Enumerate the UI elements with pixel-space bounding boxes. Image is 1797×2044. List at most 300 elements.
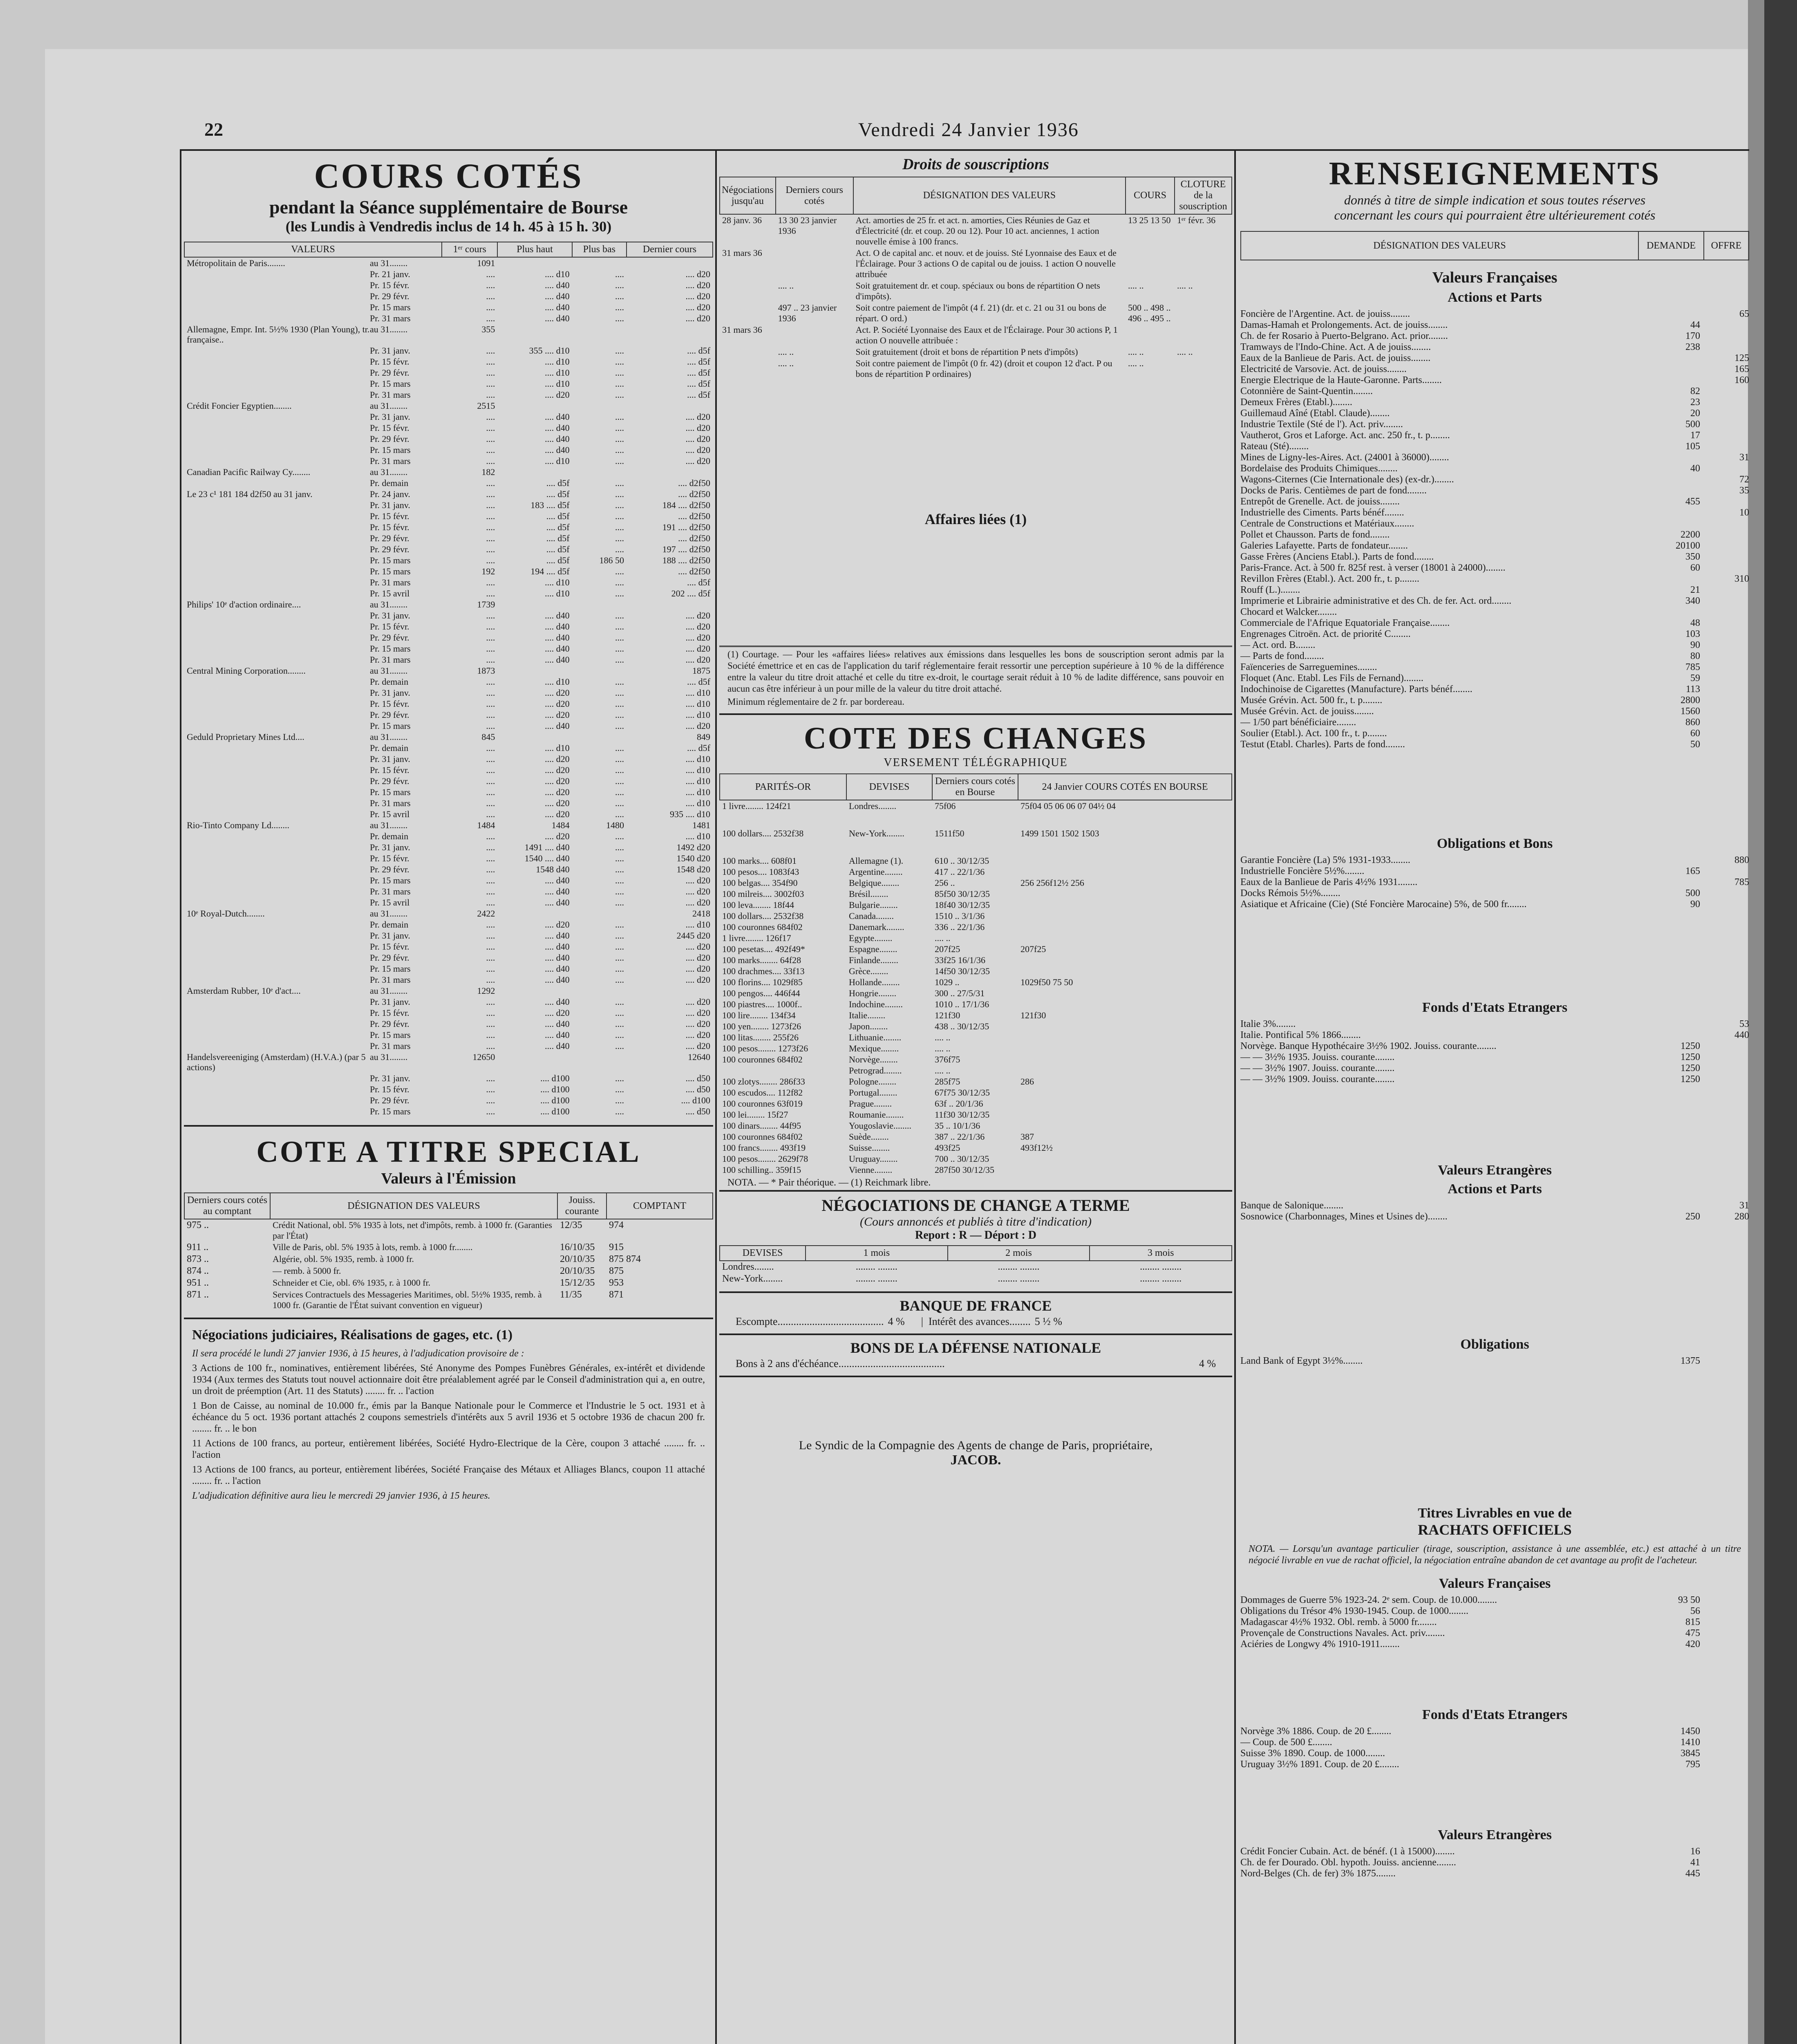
- escompte-value: 4 %: [888, 1316, 905, 1327]
- valeur-name: [187, 379, 370, 389]
- special-cell-last: 951 ..: [187, 1278, 209, 1288]
- table-row: [184, 621, 713, 632]
- droit-cell-date: 31 mars 36: [722, 325, 762, 335]
- cours-cell-c1: ....: [486, 632, 495, 643]
- item-offre: [1700, 1868, 1749, 1879]
- list-item: [1240, 651, 1749, 662]
- list-item: [1240, 717, 1749, 728]
- change-cell-parite: 100 lei........ 15f27: [722, 1109, 788, 1120]
- table-row: [720, 828, 1232, 839]
- cours-cell-c4: .... d20: [685, 886, 710, 896]
- cours-cell-c1: ....: [486, 997, 495, 1007]
- change-cell-last: 33f25 16/1/36: [935, 955, 986, 965]
- item-name: Chocard et Walcker........: [1240, 607, 1337, 617]
- cours-cell-c3: ....: [615, 500, 624, 510]
- cours-cell-c3: ....: [615, 842, 624, 852]
- item-offre: [1700, 1063, 1749, 1074]
- valeur-name: [187, 941, 370, 952]
- cours-cell-c1: ....: [486, 765, 495, 775]
- item-demande: [1639, 1200, 1700, 1211]
- item-name: Land Bank of Egypt 3½%........: [1240, 1356, 1363, 1366]
- change-terme-table: [719, 1245, 1232, 1285]
- cours-cell-c4: 12640: [688, 1052, 710, 1062]
- page-number: 22: [204, 119, 223, 140]
- cours-cell-c4: 1875: [692, 666, 710, 676]
- cours-cell-c3: ....: [615, 621, 624, 632]
- terme-cell-devise: Londres........: [722, 1262, 774, 1272]
- cours-cell-c2: .... d40: [545, 875, 570, 885]
- item-demande: 475: [1685, 1628, 1700, 1638]
- cours-cell-c4: .... d2f50: [678, 511, 710, 521]
- cours-cell-c1: ....: [486, 1095, 495, 1105]
- cours-cell-c4: .... d20: [685, 434, 710, 444]
- table-row: [184, 996, 713, 1007]
- valeur-term: Pr. 15 févr.: [370, 853, 410, 863]
- cours-cell-c1: ....: [486, 754, 495, 764]
- change-cell-parite: 100 couronnes 684f02: [722, 922, 803, 932]
- valeur-cell: [184, 555, 442, 566]
- cours-cell-c2: .... d20: [545, 1008, 570, 1018]
- droit-cell-desc: Soit gratuitement (droit et bons de répartition P nets d'impôts): [855, 347, 1078, 357]
- item-offre: [1700, 706, 1749, 717]
- droit-cell-cours: [1126, 324, 1175, 346]
- terme-cell-m3: ........ ........: [1140, 1273, 1182, 1284]
- table-row: [720, 1021, 1232, 1032]
- change-cell-parite: 100 litas........ 255f26: [722, 1032, 799, 1042]
- table-row: [720, 888, 1232, 899]
- cours-cell-c1: ....: [486, 291, 495, 301]
- valeur-cell: [184, 1007, 442, 1018]
- valeur-name: Handelsvereeniging (Amsterdam) (H.V.A.) (par 5 actions): [187, 1052, 366, 1072]
- item-demande: 41: [1690, 1857, 1700, 1868]
- special-cell-last: 873 ..: [187, 1254, 209, 1264]
- table-row: [720, 866, 1232, 877]
- item-demande: 93 50: [1678, 1595, 1700, 1605]
- valeur-term: Pr. 15 mars: [370, 379, 411, 389]
- table-row: [720, 855, 1232, 866]
- valeur-name: [187, 456, 370, 466]
- item-offre: [1700, 585, 1749, 596]
- col-cours: COURS: [1126, 177, 1175, 214]
- valeur-cell: [184, 566, 442, 577]
- change-cell-parite: 100 pesos........ 2629f78: [722, 1154, 808, 1164]
- special-cell-comptant: 875: [609, 1266, 624, 1276]
- cours-cell-c2: .... d40: [545, 445, 570, 455]
- valeur-name: [187, 610, 370, 621]
- valeur-term: Pr. 31 janv.: [370, 345, 410, 356]
- valeur-name: [187, 356, 370, 367]
- valeur-cell: [184, 654, 442, 665]
- bons-defense-title: BONS DE LA DÉFENSE NATIONALE: [850, 1340, 1101, 1356]
- valeur-term: Pr. demain: [370, 919, 409, 930]
- cours-cell-c2: .... d40: [545, 610, 570, 621]
- cours-cell-c1: ....: [486, 1106, 495, 1116]
- valeur-cell: [184, 433, 442, 444]
- item-name: Eaux de la Banlieue de Paris. Act. de jouiss........: [1240, 353, 1431, 363]
- valeur-name: [187, 577, 370, 587]
- cote-changes-subtitle: VERSEMENT TÉLÉGRAPHIQUE: [884, 756, 1068, 769]
- valeur-term: Pr. 31 janv.: [370, 688, 410, 698]
- cote-special-title: COTE A TITRE SPECIAL: [256, 1135, 641, 1169]
- valeur-name: [187, 754, 370, 764]
- droit-cell-last: .... ..: [778, 358, 794, 368]
- change-cell-devise: Uruguay........: [849, 1154, 898, 1164]
- change-cell-last: 700 .. 30/12/35: [935, 1154, 989, 1164]
- valeur-name: [187, 787, 370, 797]
- item-offre: [1700, 1726, 1749, 1737]
- change-cell-parite: 100 marks........ 64f28: [722, 955, 801, 965]
- cours-cell-c1: ....: [486, 875, 495, 885]
- change-cell-last: 85f50 30/12/35: [935, 889, 990, 899]
- cours-cell-c1: ....: [486, 721, 495, 731]
- cours-cell-c3: ....: [615, 997, 624, 1007]
- special-cell-jouiss: 15/12/35: [560, 1278, 595, 1288]
- item-demande: 3845: [1681, 1748, 1700, 1759]
- cours-cell-c1: ....: [486, 345, 495, 356]
- valeur-name: Crédit Foncier Egyptien........: [187, 401, 292, 411]
- item-offre: [1700, 662, 1749, 673]
- item-demande: 1560: [1681, 706, 1700, 717]
- cours-cell-c3: ....: [615, 677, 624, 687]
- cours-cell-c1: ....: [486, 798, 495, 808]
- renseignements-subtitle-1: donnés à titre de simple indication et sous toutes réserves: [1344, 193, 1646, 207]
- change-cell-last: 287f50 30/12/35: [935, 1165, 995, 1175]
- table-row: [720, 1054, 1232, 1065]
- item-offre: [1700, 1639, 1749, 1650]
- table-row: [184, 599, 713, 610]
- valeur-term: Pr. 29 févr.: [370, 533, 410, 543]
- droit-cell-last: [776, 247, 853, 280]
- list-item: [1240, 540, 1749, 551]
- cours-cell-c3: ....: [615, 423, 624, 433]
- list-item: [1240, 888, 1749, 899]
- cours-cell-c1: ....: [486, 368, 495, 378]
- cours-cell-c1: ....: [486, 919, 495, 930]
- item-demande: 1450: [1681, 1726, 1700, 1737]
- cours-cell-c1: ....: [486, 379, 495, 389]
- valeur-term: Pr. 24 janv.: [370, 489, 410, 499]
- valeur-cell: [184, 897, 442, 908]
- droit-cell-cloture: [1175, 324, 1232, 346]
- cours-cell-c1: ....: [486, 621, 495, 632]
- item-name: Eaux de la Banlieue de Paris 4½% 1931........: [1240, 877, 1418, 888]
- cours-cell-c2: .... d10: [545, 577, 570, 587]
- valeur-name: Métropolitain de Paris........: [187, 258, 285, 268]
- list-item: [1240, 1356, 1749, 1367]
- cours-cell-c1: ....: [486, 577, 495, 587]
- item-demande: 60: [1690, 728, 1700, 739]
- valeur-name: [187, 345, 370, 356]
- list-item: [1240, 1019, 1749, 1030]
- item-name: Italie 3%........: [1240, 1019, 1296, 1029]
- valeur-cell: [184, 787, 442, 798]
- table-row: [184, 952, 713, 963]
- renseignements-title: RENSEIGNEMENTS: [1329, 156, 1661, 192]
- item-offre: [1700, 496, 1749, 507]
- item-name: Bordelaise des Produits Chimiques........: [1240, 463, 1398, 474]
- valeur-term: Pr. 31 mars: [370, 390, 411, 400]
- change-cell-devise: Norvège........: [849, 1054, 898, 1065]
- valeur-cell: [184, 324, 442, 345]
- valeur-term: Pr. demain: [370, 831, 409, 841]
- list-item: [1240, 397, 1749, 408]
- item-demande: 2200: [1681, 529, 1700, 540]
- valeur-name: [187, 677, 370, 687]
- change-cell-last: 1010 .. 17/1/36: [935, 999, 989, 1009]
- item-name: Soulier (Etabl.). Act. 100 fr., t. p........: [1240, 728, 1387, 739]
- item-demande: 113: [1685, 684, 1700, 695]
- cours-cell-c3: ....: [615, 511, 624, 521]
- col-plus-bas: Plus bas: [572, 242, 627, 257]
- valeur-cell: [184, 1051, 442, 1073]
- cours-cell-c2: .... d5f: [546, 489, 570, 499]
- cours-cell-c1: ....: [486, 699, 495, 709]
- change-cell-parite: 100 couronnes 63f019: [722, 1098, 803, 1109]
- valeur-cell: [184, 610, 442, 621]
- special-cell-jouiss: 11/35: [560, 1289, 582, 1300]
- table-row: [720, 1131, 1232, 1142]
- terme-cell-m2: ........ ........: [998, 1262, 1040, 1272]
- item-offre: 280: [1734, 1211, 1749, 1222]
- item-offre: 31: [1739, 1200, 1749, 1211]
- cours-cell-c1: ....: [486, 1008, 495, 1018]
- cours-cell-c3: ....: [615, 875, 624, 885]
- valeur-name: [187, 588, 370, 598]
- list-item: [1240, 386, 1749, 397]
- valeur-cell: [184, 533, 442, 544]
- change-cell-last: 1029 ..: [935, 977, 960, 987]
- bons-defense-row: [719, 1356, 1232, 1371]
- table-row: [184, 1007, 713, 1018]
- valeur-term: Pr. 15 févr.: [370, 699, 410, 709]
- item-offre: [1700, 1628, 1749, 1639]
- valeur-cell: [184, 280, 442, 291]
- item-offre: [1700, 717, 1749, 728]
- cours-cell-c1: ....: [486, 588, 495, 598]
- change-cell-devise: Roumanie........: [849, 1109, 904, 1120]
- cours-cell-c1: ....: [486, 445, 495, 455]
- table-row: [184, 1265, 713, 1277]
- cours-cell-c1: 1873: [477, 666, 495, 676]
- valeur-term: au 31........: [370, 599, 408, 610]
- item-offre: 160: [1734, 375, 1749, 385]
- cours-cell-c3: ....: [615, 478, 624, 488]
- rachats-fe-rows: [1240, 1726, 1749, 1770]
- valeur-term: Pr. demain: [370, 743, 409, 753]
- courtage-note: (1) Courtage. — Pour les «affaires liées» relatives aux émissions dans lesquelles les bons de souscription seront admis par la Société émettrice et en cas de l'application du tarif réglementaire ferait ressortir une perception supérieure à 10 % de la différence entre la valeur du titre droit attaché et celle du titre ex-droit, le courtage serait réduit à 10 % de ladite différence, sans pouvoir en aucun cas être inférieur à un pour mille de la valeur du titre droit attaché.: [727, 649, 1224, 694]
- cours-cell-c3: ....: [615, 975, 624, 985]
- cours-cell-c2: .... d100: [540, 1073, 570, 1083]
- change-cell-last: 300 .. 27/5/31: [935, 988, 985, 998]
- column-rule-2: [1234, 149, 1236, 2044]
- cours-cell-c3: ....: [615, 721, 624, 731]
- valeur-cell: [184, 345, 442, 356]
- cote-special-rows: [184, 1219, 713, 1311]
- special-cell-jouiss: 12/35: [560, 1220, 582, 1230]
- cours-cell-c3: ....: [615, 643, 624, 654]
- table-row: [184, 291, 713, 302]
- valeur-name: [187, 875, 370, 885]
- item-demande: 103: [1685, 629, 1700, 639]
- table-row: [184, 1289, 713, 1311]
- item-name: Docks de Paris. Centièmes de part de fond........: [1240, 485, 1427, 496]
- valeur-cell: [184, 1106, 442, 1117]
- cours-cell-c1: 1739: [477, 599, 495, 610]
- cours-cell-c2: .... d40: [545, 423, 570, 433]
- change-cell-devise: Argentine........: [849, 867, 903, 877]
- valeur-name: [187, 1106, 370, 1116]
- table-row: [184, 753, 713, 764]
- table-row: [720, 921, 1232, 932]
- item-offre: 880: [1734, 855, 1749, 865]
- item-offre: [1700, 1041, 1749, 1052]
- valeur-term: Pr. 15 mars: [370, 643, 411, 654]
- change-cell-last: 493f25: [935, 1143, 960, 1153]
- item-offre: [1700, 386, 1749, 397]
- cours-cell-c3: [572, 466, 627, 477]
- change-cell-devise: Lithuanie........: [849, 1032, 902, 1042]
- change-cell-cours: [1018, 888, 1232, 899]
- table-row: [184, 798, 713, 809]
- list-item: [1240, 1726, 1749, 1737]
- column-rule-1: [715, 149, 717, 2044]
- droit-cell-last: .... ..: [778, 280, 794, 291]
- valeur-cell: [184, 258, 442, 269]
- cours-cell-c1: ....: [486, 886, 495, 896]
- change-cell-parite: 100 couronnes 684f02: [722, 1132, 803, 1142]
- valeur-cell: [184, 389, 442, 400]
- valeur-cell: [184, 753, 442, 764]
- valeur-term: Pr. 29 févr.: [370, 953, 410, 963]
- item-offre: [1700, 529, 1749, 540]
- change-cell-parite: [720, 1065, 846, 1076]
- table-row: [184, 477, 713, 489]
- cours-cell-c3: [572, 985, 627, 996]
- cours-cell-c2: .... d20: [545, 919, 570, 930]
- valeur-term: Pr. 29 févr.: [370, 710, 410, 720]
- list-item: [1240, 430, 1749, 441]
- cours-cell-c2: .... d20: [545, 710, 570, 720]
- valeur-term: Pr. 31 mars: [370, 975, 411, 985]
- cours-cell-c1: 845: [481, 732, 495, 742]
- cours-cell-c1: ....: [486, 654, 495, 665]
- item-name: — Coup. de 500 £........: [1240, 1737, 1332, 1748]
- valeur-term: Pr. 31 mars: [370, 886, 411, 896]
- list-item: [1240, 441, 1749, 452]
- valeur-term: Pr. 15 févr.: [370, 765, 410, 775]
- list-item: [1240, 629, 1749, 640]
- table-row: [720, 932, 1232, 944]
- col-2-mois: 2 mois: [948, 1246, 1090, 1261]
- droit-cell-cours: 500 .. 498 .. 496 .. 495 ..: [1128, 303, 1171, 323]
- cours-cell-c4: .... d50: [685, 1084, 710, 1094]
- valeur-name: [187, 423, 370, 433]
- valeur-term: Pr. demain: [370, 478, 409, 488]
- droit-cell-desc: Soit contre paiement de l'impôt (0 fr. 42) (droit et coupon 12 d'act. P ou bons de répartition P ordinaires): [855, 358, 1112, 379]
- list-item: [1240, 1759, 1749, 1770]
- cours-cell-c4: .... d5f: [687, 677, 710, 687]
- item-name: Ch. de fer Rosario à Puerto-Belgrano. Act. prior........: [1240, 331, 1448, 341]
- droit-cell-cloture: 1ᵉʳ févr. 36: [1177, 215, 1216, 225]
- table-row: [720, 1065, 1232, 1076]
- table-row: [184, 864, 713, 875]
- item-name: Suisse 3% 1890. Coup. de 1000........: [1240, 1748, 1385, 1759]
- cours-cell-c1: ....: [486, 776, 495, 786]
- special-cell-comptant: 871: [609, 1289, 624, 1300]
- valeur-name: [187, 511, 370, 521]
- cours-cell-c3: [572, 400, 627, 411]
- change-cell-cours: 121f30: [1020, 1010, 1046, 1020]
- valeur-cell: [184, 886, 442, 897]
- item-demande: [1639, 474, 1700, 485]
- valeur-name: [187, 864, 370, 874]
- list-item: [1240, 529, 1749, 540]
- droit-cell-cloture: .... ..: [1177, 347, 1193, 357]
- droit-cell-date: 28 janv. 36: [722, 215, 762, 225]
- change-cell-last: 18f40 30/12/35: [935, 900, 990, 910]
- change-cell-devise: Mexique........: [849, 1043, 899, 1053]
- cours-cell-c4: .... d20: [685, 941, 710, 952]
- table-row: [720, 324, 1232, 346]
- special-cell-jouiss: 16/10/35: [560, 1242, 595, 1253]
- cours-cell-c3: ....: [615, 313, 624, 323]
- table-row: [184, 886, 713, 897]
- list-item: [1240, 1639, 1749, 1650]
- valeur-name: [187, 643, 370, 654]
- cours-cell-c3: ....: [615, 743, 624, 753]
- cours-cell-c4: .... d20: [685, 291, 710, 301]
- table-row: [720, 346, 1232, 358]
- cours-cell-c3: ....: [615, 798, 624, 808]
- terme-cell-m1: ........ ........: [855, 1273, 897, 1284]
- change-cell-cours: [1018, 1021, 1232, 1032]
- item-name: Centrale de Constructions et Matériaux........: [1240, 518, 1414, 529]
- valeur-cell: [184, 985, 442, 996]
- valeur-cell: [184, 941, 442, 952]
- renseignements-header: [1240, 231, 1749, 260]
- valeur-cell: [184, 291, 442, 302]
- column-left: [184, 155, 713, 2044]
- valeur-cell: [184, 411, 442, 422]
- vf-rows: [1240, 309, 1749, 750]
- valeur-cell: [184, 875, 442, 886]
- list-item: [1240, 353, 1749, 364]
- item-name: Mines de Ligny-les-Aires. Act. (24001 à 36000)........: [1240, 452, 1449, 463]
- item-demande: 44: [1690, 320, 1700, 330]
- droit-cell-last: [776, 324, 853, 346]
- valeur-name: [187, 555, 370, 565]
- table-row: [720, 1043, 1232, 1054]
- cours-cell-c4: .... d20: [685, 423, 710, 433]
- table-row: [184, 610, 713, 621]
- valeur-term: Pr. 31 mars: [370, 456, 411, 466]
- item-demande: 2800: [1681, 695, 1700, 706]
- table-row: [184, 577, 713, 588]
- item-name: Galeries Lafayette. Parts de fondateur........: [1240, 540, 1408, 551]
- courtage-minimum: Minimum réglementaire de 2 fr. par bordereau.: [727, 697, 905, 707]
- item-name: Asiatique et Africaine (Cie) (Sté Foncière Marocaine) 5%, de 500 fr........: [1240, 899, 1527, 910]
- change-cell-last: 438 .. 30/12/35: [935, 1021, 989, 1031]
- droits-table: [719, 177, 1232, 380]
- table-row: [184, 433, 713, 444]
- cours-cell-c3: ....: [615, 434, 624, 444]
- valeur-cell: [184, 632, 442, 643]
- item-offre: [1700, 1759, 1749, 1770]
- valeur-name: [187, 412, 370, 422]
- valeur-cell: [184, 1018, 442, 1029]
- change-cell-last: .... ..: [935, 1032, 951, 1042]
- item-demande: 17: [1690, 430, 1700, 441]
